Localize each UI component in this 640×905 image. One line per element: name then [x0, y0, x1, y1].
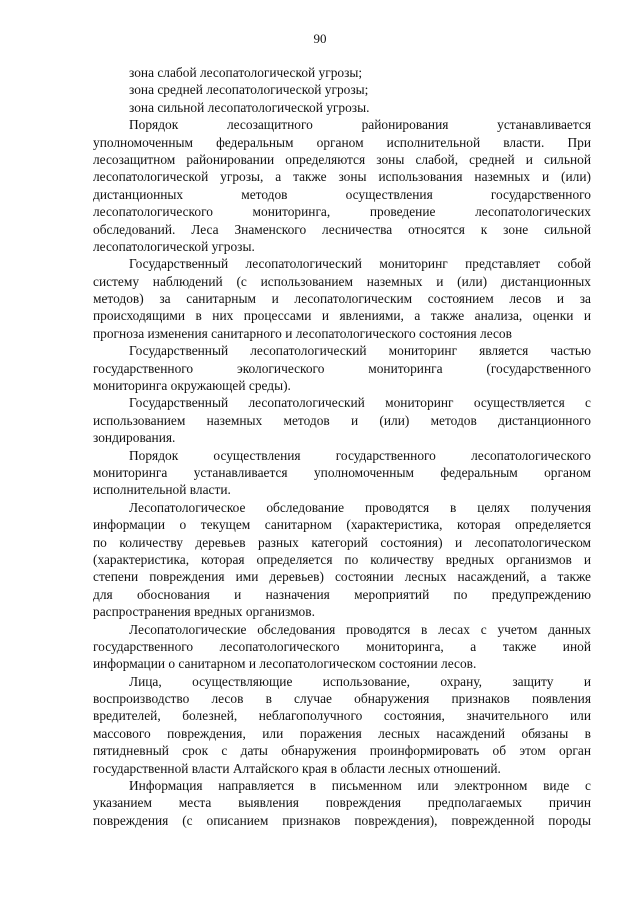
text-line: государственной власти Алтайского края в области лесных отношений.: [93, 760, 501, 776]
text-line: Порядок лесозащитного районирования устанавливается: [129, 117, 591, 133]
text-line: Лица, осуществляющие использование, охрану, защиту и: [129, 673, 591, 689]
text-line: информации о санитарном и лесопатологическом состоянии лесов.: [93, 656, 477, 672]
text-line: методов) за санитарным и лесопатологическим состоянием лесов и за: [93, 291, 591, 307]
text-line: уполномоченным федеральным органом исполнительной власти. При: [93, 134, 591, 150]
text-line: степени повреждения ими деревьев) состоянии лесных насаждений, а также: [93, 569, 591, 585]
text-line: распространения вредных организмов.: [93, 604, 315, 620]
text-line: исполнительной власти.: [93, 482, 231, 498]
text-line: дистанционных методов осуществления государственного: [93, 186, 591, 202]
page-number: 90: [313, 31, 327, 46]
text-line: мониторинга устанавливается уполномоченным федеральным органом: [93, 464, 591, 480]
text-line: пятидневный срок с даты обнаружения проинформировать об этом орган: [93, 743, 591, 759]
text-line: происходящими в них процессами и явлениями, а также анализа, оценки и: [93, 308, 591, 324]
text-line: использованием наземных методов и (или) методов дистанционного: [93, 412, 591, 428]
text-line: систему наблюдений (с использованием наземных и (или) дистанционных: [93, 273, 591, 289]
text-line: указанием места выявления повреждения предполагаемых причин: [93, 795, 591, 811]
text-line: зона средней лесопатологической угрозы;: [129, 82, 369, 98]
text-line: лесопатологического мониторинга, проведение лесопатологических: [93, 204, 591, 220]
text-line: информации о текущем санитарном (характеристика, которая определяется: [93, 517, 591, 533]
text-line: зондирования.: [93, 430, 176, 446]
text-line: государственного экологического мониторинга (государственного: [93, 360, 591, 376]
text-line: повреждения (с описанием признаков повреждения), поврежденной породы: [93, 812, 591, 828]
text-line: Лесопатологические обследования проводятся в лесах с учетом данных: [129, 621, 591, 637]
text-line: для обоснования и назначения мероприятий по предупреждению: [93, 586, 591, 602]
text-line: лесопатологической угрозы.: [93, 238, 255, 254]
text-line: зона слабой лесопатологической угрозы;: [129, 65, 363, 80]
text-line: Государственный лесопатологический мониторинг осуществляется с: [129, 395, 591, 411]
text-line: Государственный лесопатологический мониторинг является частью: [129, 343, 591, 359]
text-line: воспроизводство лесов в случае обнаружения признаков появления: [93, 691, 591, 707]
text-line: лесозащитном районировании определяются зоны слабой, средней и сильной: [93, 151, 591, 167]
text-line: лесопатологической угрозы, а также зоны использования наземных и (или): [93, 169, 591, 185]
text-line: Информация направляется в письменном или электронном виде с: [129, 778, 591, 794]
text-line: вредителей, болезней, неблагополучного состояния, значительного или: [93, 708, 591, 724]
text-line: Лесопатологическое обследование проводятся в целях получения: [129, 499, 591, 515]
text-line: государственного лесопатологического мониторинга, а также иной: [93, 638, 591, 654]
text-line: Порядок осуществления государственного лесопатологического: [129, 447, 591, 463]
text-line: зона сильной лесопатологической угрозы.: [129, 99, 370, 115]
document-body: [93, 64, 591, 829]
text-line: прогноза изменения санитарного и лесопатологического состояния лесов: [93, 325, 512, 341]
text-line: Государственный лесопатологический мониторинг представляет собой: [129, 256, 591, 272]
text-line: (характеристика, которая определяется по количеству вредных организмов и: [93, 551, 591, 567]
text-line: массового повреждения, или поражения лесных насаждений обязаны в: [93, 725, 591, 741]
text-line: по количеству деревьев разных категорий состояния) и лесопатологическом: [93, 534, 591, 550]
text-line: обследований. Леса Знаменского лесничества относятся к зоне сильной: [93, 221, 591, 237]
text-line: мониторинга окружающей среды).: [93, 378, 291, 394]
